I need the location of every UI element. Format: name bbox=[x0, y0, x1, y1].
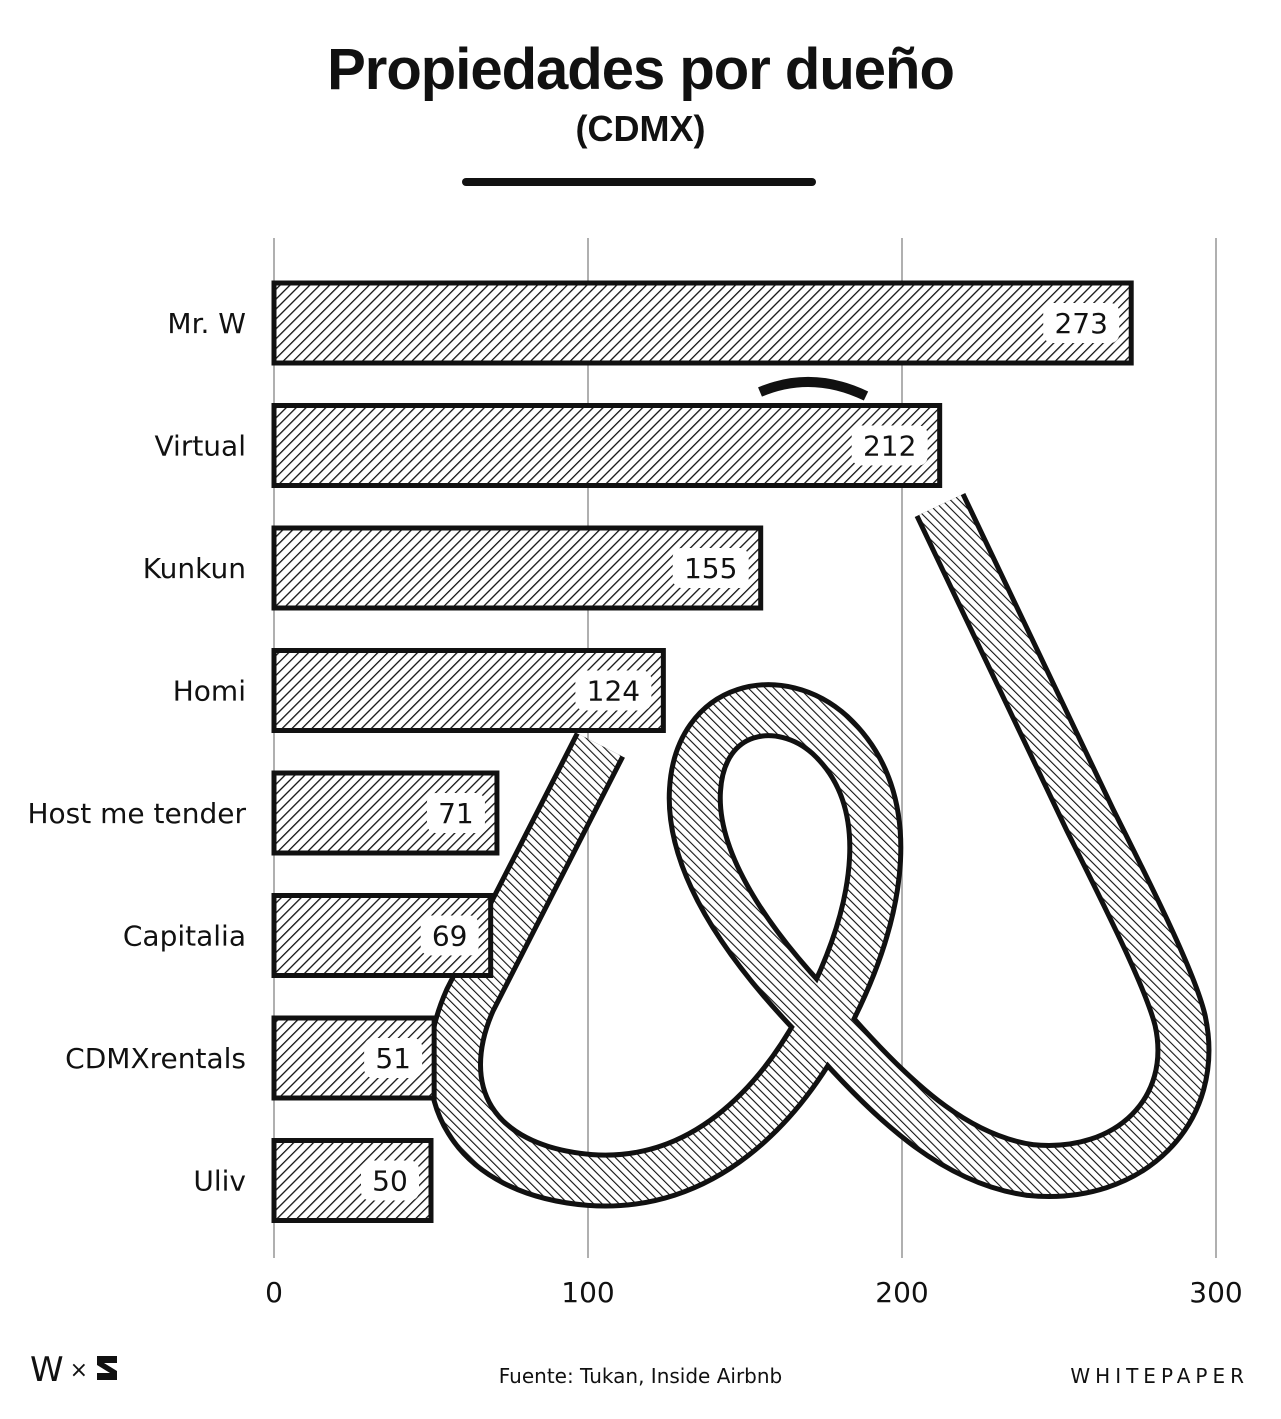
x-tick-label: 100 bbox=[561, 1276, 615, 1309]
footer-logo-letter: W bbox=[30, 1350, 64, 1390]
x-tick-label: 200 bbox=[875, 1276, 929, 1309]
source-note: Fuente: Tukan, Inside Airbnb bbox=[498, 1364, 783, 1388]
data-label: 212 bbox=[862, 429, 917, 463]
data-label: 273 bbox=[1054, 307, 1108, 340]
bar bbox=[274, 406, 940, 486]
category-label: Virtual bbox=[154, 429, 246, 463]
chart-title: Propiedades por dueño bbox=[327, 37, 954, 102]
category-label: Homi bbox=[172, 674, 246, 708]
bar bbox=[274, 283, 1131, 363]
category-label: Capitalia bbox=[122, 919, 246, 953]
category-label: Kunkun bbox=[142, 552, 246, 585]
data-label: 71 bbox=[438, 797, 474, 830]
data-label: 69 bbox=[431, 919, 468, 953]
category-label: Mr. W bbox=[167, 307, 246, 340]
data-label: 155 bbox=[683, 552, 738, 585]
data-label: 51 bbox=[375, 1042, 411, 1075]
chart-subtitle: (CDMX) bbox=[575, 108, 706, 149]
category-label: CDMXrentals bbox=[65, 1042, 246, 1075]
data-label: 50 bbox=[372, 1164, 408, 1198]
airbnb-logo-icon bbox=[455, 382, 1183, 1181]
x-tick-label: 300 bbox=[1189, 1276, 1243, 1309]
data-label: 124 bbox=[586, 674, 641, 708]
brand-wordmark: WHITEPAPER bbox=[1070, 1364, 1249, 1388]
footer-logo-times: × bbox=[69, 1358, 89, 1383]
category-label: Host me tender bbox=[27, 797, 246, 830]
x-tick-label: 0 bbox=[265, 1276, 283, 1309]
category-label: Uliv bbox=[193, 1164, 246, 1198]
